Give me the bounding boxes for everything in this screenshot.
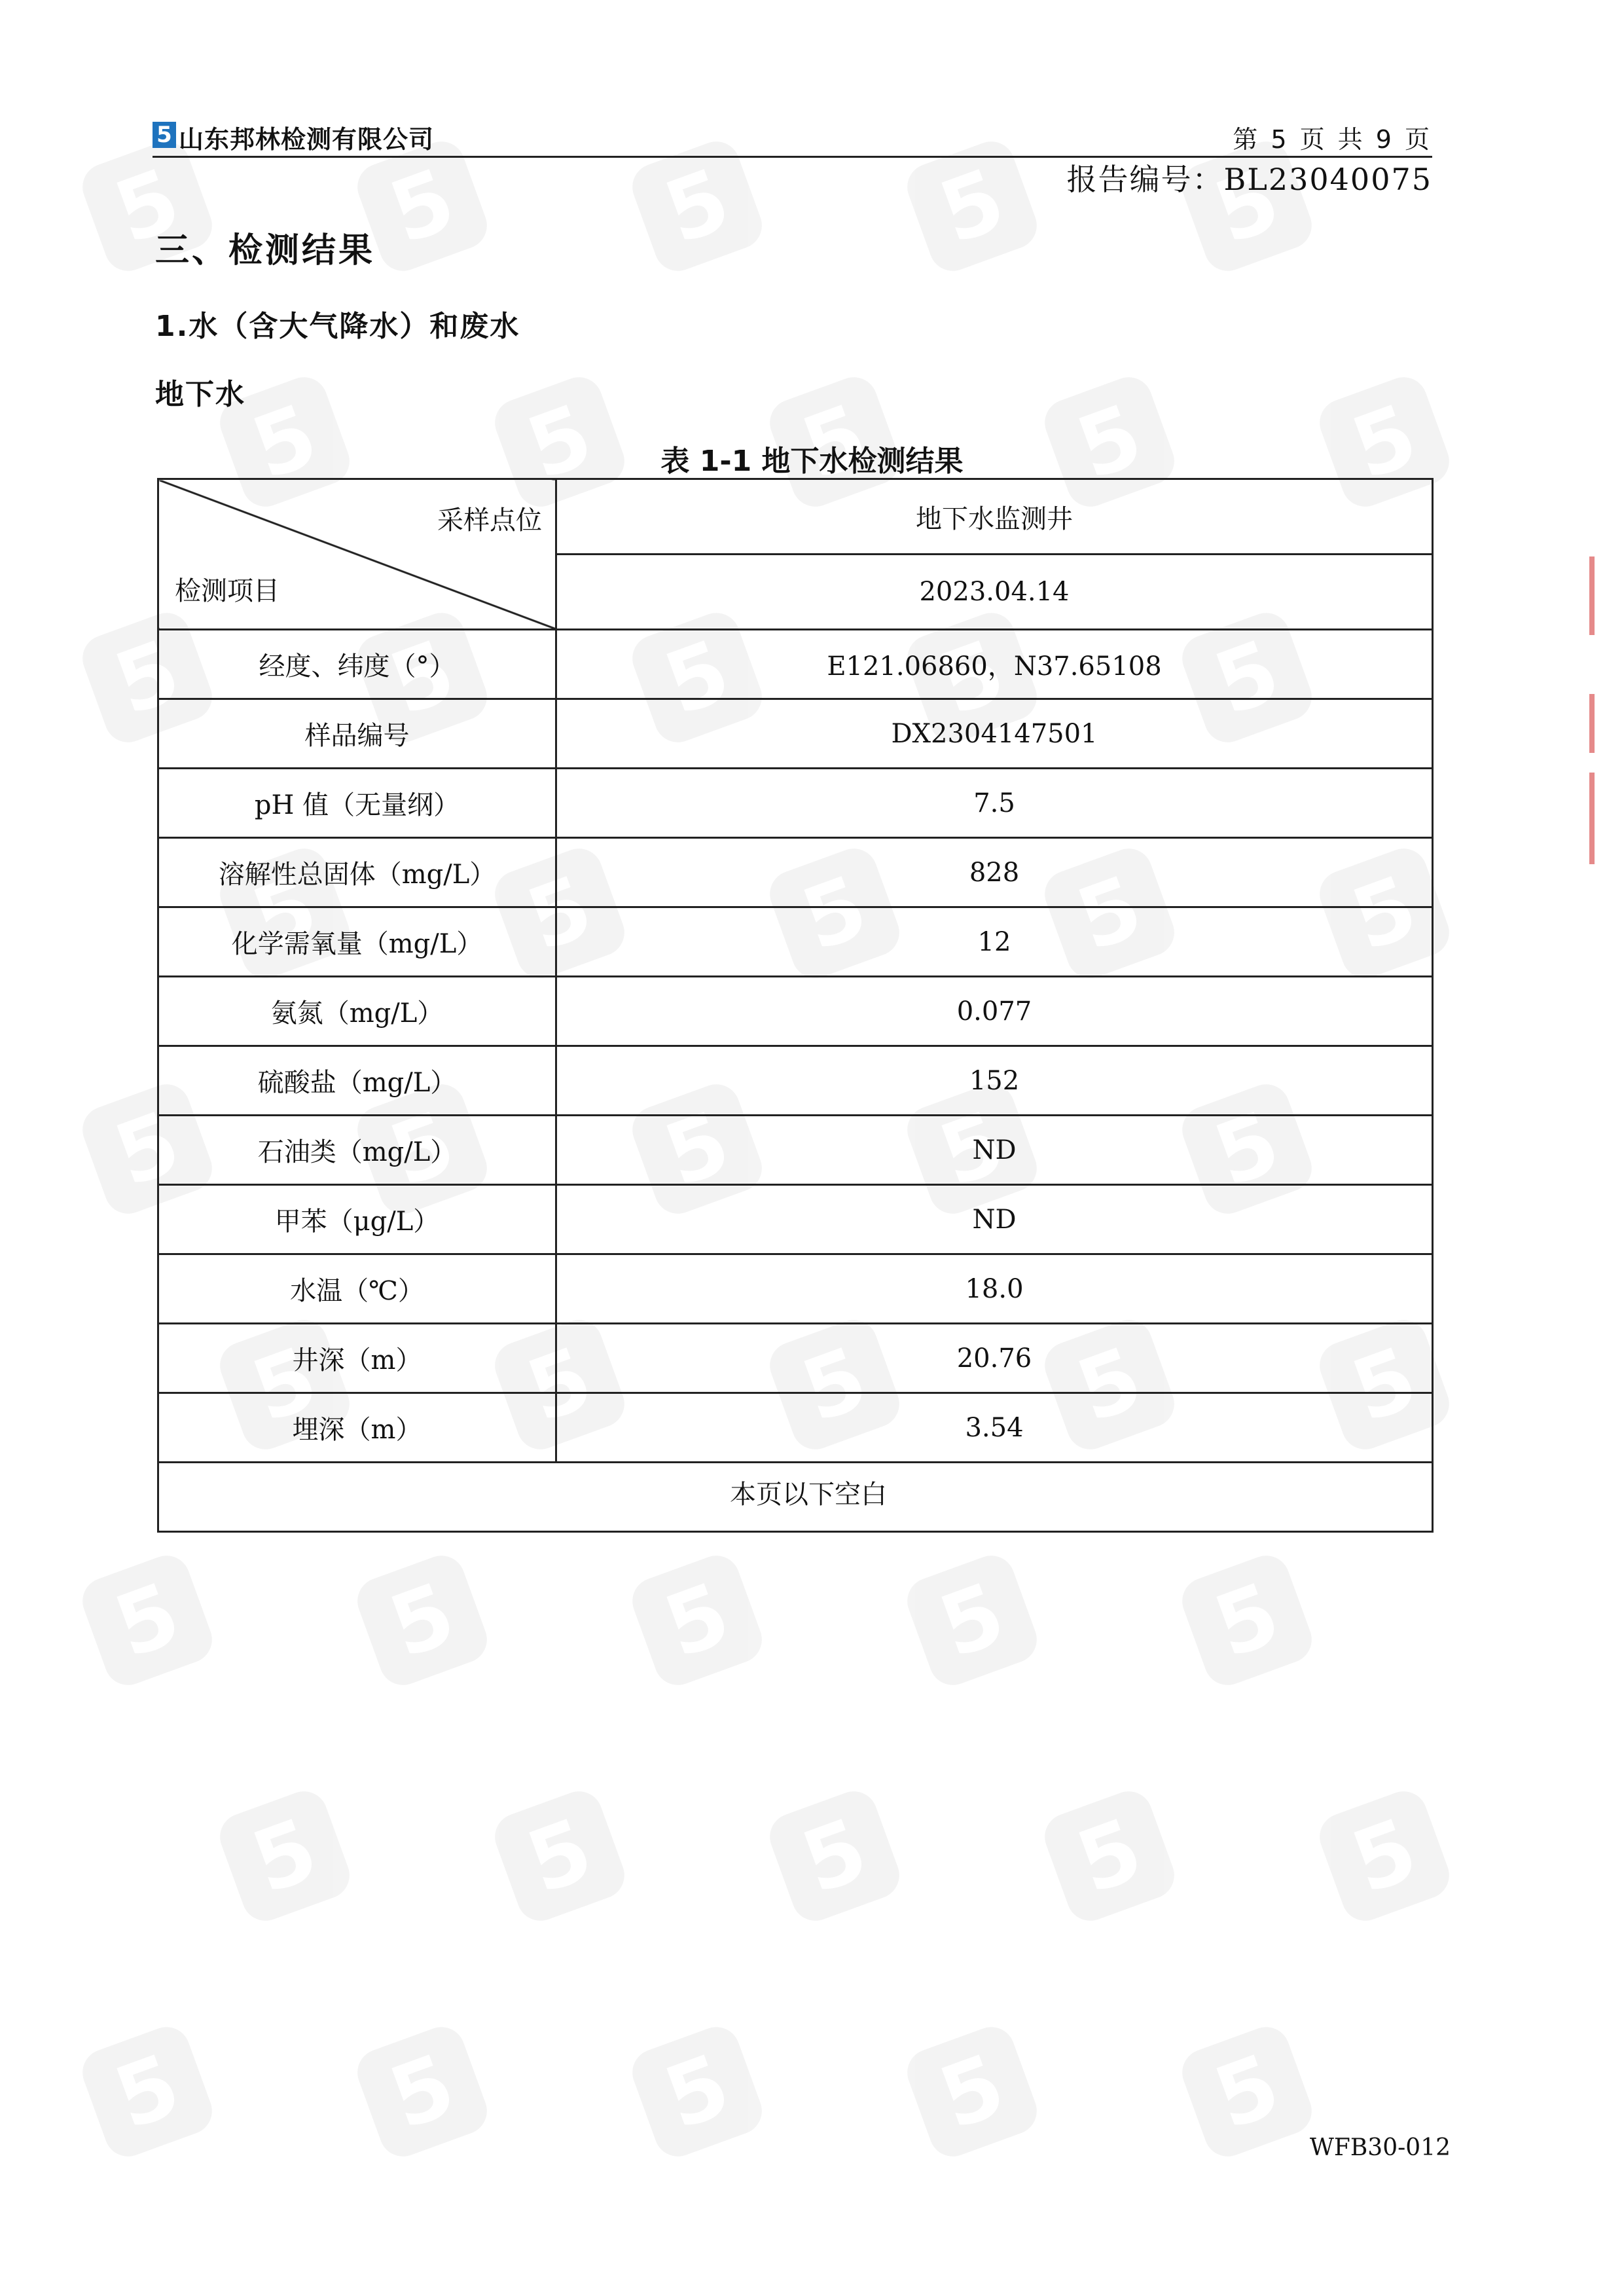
edge-seal-mark	[1589, 773, 1595, 864]
table-row	[158, 1185, 1433, 1254]
form-code: WFB30-012	[1309, 2134, 1451, 2161]
row-label: 经度、纬度（°）	[158, 630, 556, 699]
watermark-logo	[76, 1549, 219, 1692]
blank-area	[158, 1463, 1433, 1532]
table-row	[158, 630, 1433, 699]
table-row	[158, 1046, 1433, 1116]
row-value: 12	[556, 907, 1433, 977]
subsection-title: 1.水（含大气降水）和废水	[155, 310, 520, 343]
table-row	[158, 907, 1433, 977]
watermark-logo	[351, 1549, 494, 1692]
watermark-logo	[763, 1785, 906, 1927]
row-label: 石油类（mg/L）	[158, 1116, 556, 1185]
edge-seal-mark	[1589, 556, 1595, 635]
company-name: 山东邦林检测有限公司	[179, 125, 435, 154]
page-indicator: 第 5 页 共 9 页	[1233, 125, 1432, 154]
test-item-header: 检测项目	[175, 576, 280, 606]
watermark-logo	[76, 2020, 219, 2163]
watermark-logo	[351, 2020, 494, 2163]
watermark-logo	[488, 1785, 631, 1927]
table-caption: 表 1-1 地下水检测结果	[660, 445, 964, 478]
diagonal-header-cell	[158, 479, 556, 630]
row-value: 7.5	[556, 769, 1433, 838]
table-row	[158, 699, 1433, 769]
watermark-logo	[1176, 2020, 1318, 2163]
blank-remainder-row	[158, 1463, 1433, 1532]
sampling-point-header: 采样点位	[437, 505, 542, 536]
row-value: ND	[556, 1185, 1433, 1254]
company-logo-icon: 5	[153, 122, 176, 148]
row-label: 埋深（m）	[158, 1393, 556, 1463]
row-value: 0.077	[556, 977, 1433, 1046]
row-value: 18.0	[556, 1254, 1433, 1324]
site-name-cell: 地下水监测井	[556, 479, 1433, 555]
blank-note: 本页以下空白	[730, 1480, 887, 1510]
row-value: DX2304147501	[556, 699, 1433, 769]
table-row	[158, 1116, 1433, 1185]
row-label: 化学需氧量（mg/L）	[158, 907, 556, 977]
row-label: 硫酸盐（mg/L）	[158, 1046, 556, 1116]
table-row	[158, 1393, 1433, 1463]
row-label: pH 值（无量纲）	[158, 769, 556, 838]
category-title: 地下水	[155, 378, 245, 411]
watermark-logo	[1176, 1549, 1318, 1692]
page-header	[153, 117, 1432, 158]
row-label: 样品编号	[158, 699, 556, 769]
watermark-logo	[901, 1549, 1043, 1692]
row-value: 20.76	[556, 1324, 1433, 1393]
row-value: E121.06860，N37.65108	[556, 630, 1433, 699]
row-label: 甲苯（μg/L）	[158, 1185, 556, 1254]
row-value: 3.54	[556, 1393, 1433, 1463]
table-row	[158, 977, 1433, 1046]
watermark-logo	[626, 1549, 768, 1692]
watermark-logo	[901, 2020, 1043, 2163]
watermark-logo	[1313, 1785, 1456, 1927]
table-row	[158, 1324, 1433, 1393]
row-label: 水温（℃）	[158, 1254, 556, 1324]
report-number: 报告编号：BL23040075	[1066, 162, 1432, 197]
row-value: 828	[556, 838, 1433, 907]
table-row	[158, 1254, 1433, 1324]
results-table	[157, 478, 1434, 1533]
row-label: 井深（m）	[158, 1324, 556, 1393]
edge-seal-mark	[1589, 694, 1595, 753]
table-row	[158, 838, 1433, 907]
table-row	[158, 769, 1433, 838]
row-value: 152	[556, 1046, 1433, 1116]
row-label: 氨氮（mg/L）	[158, 977, 556, 1046]
watermark-logo	[213, 1785, 356, 1927]
row-value: ND	[556, 1116, 1433, 1185]
sampling-date-cell: 2023.04.14	[556, 555, 1433, 630]
row-label: 溶解性总固体（mg/L）	[158, 838, 556, 907]
section-title: 三、检测结果	[155, 231, 376, 270]
table-header-row	[158, 479, 1433, 555]
watermark-logo	[1038, 1785, 1181, 1927]
watermark-logo	[626, 2020, 768, 2163]
